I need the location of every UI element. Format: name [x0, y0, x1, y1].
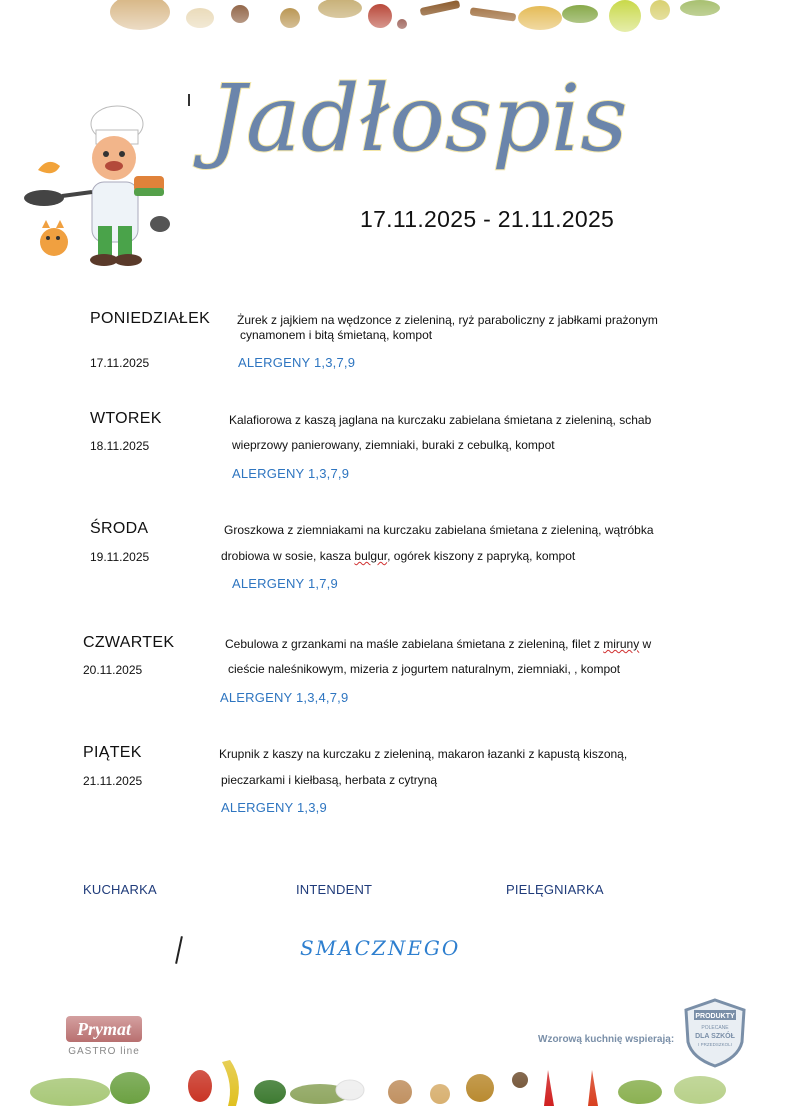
spellcheck-word: bulgur [354, 549, 388, 563]
allergens-friday: ALERGENY 1,3,9 [221, 800, 327, 815]
dish-line-thursday-1 [225, 632, 651, 657]
text-cursor-mark [188, 94, 190, 106]
allergens-tuesday: ALERGENY 1,3,7,9 [232, 466, 350, 481]
allergens-monday: ALERGENY 1,3,7,9 [238, 355, 356, 370]
closing-greeting: SMACZNEGO [300, 936, 461, 960]
date-range: 17.11.2025 - 21.11.2025 [360, 206, 615, 232]
dish-line-friday-1: Krupnik z kaszy na kurczaku z zieleniną, makaron łazanki z kapustą kiszoną, [219, 747, 628, 761]
svg-text:PRODUKTY: PRODUKTY [695, 1013, 735, 1020]
prymat-logo: Prymat [66, 1016, 142, 1042]
day-date-monday: 17.11.2025 [90, 356, 150, 370]
dish-line-friday-2: pieczarkami i kiełbasą, herbata z cytryną [221, 773, 438, 787]
prymat-logo-subtitle: GASTRO line [68, 1046, 140, 1057]
dish-text-segment: , ogórek kiszony z papryką, kompot [387, 549, 576, 563]
allergens-thursday: ALERGENY 1,3,4,7,9 [220, 690, 349, 705]
dish-line-wednesday-1: Groszkowa z ziemniakami na kurczaku zabielana śmietana z zieleniną, wątróbka [224, 523, 654, 537]
day-name-friday: PIĄTEK [83, 744, 142, 761]
day-date-tuesday: 18.11.2025 [90, 439, 150, 453]
svg-text:I PRZEDSZKOLI: I PRZEDSZKOLI [698, 1042, 732, 1047]
dish-line-monday-1: Żurek z jajkiem na wędzonce z zieleniną, ryż paraboliczny z jabłkami prażonym [237, 313, 658, 327]
day-date-friday: 21.11.2025 [83, 774, 143, 788]
day-date-thursday: 20.11.2025 [83, 663, 143, 677]
signature-nurse: PIELĘGNIARKA [506, 882, 604, 897]
dish-line-tuesday-2: wieprzowy panierowany, ziemniaki, buraki z cebulką, kompot [232, 438, 555, 452]
day-name-thursday: CZWARTEK [83, 634, 175, 651]
svg-text:Jadłospis: Jadłospis [209, 65, 628, 172]
signature-cook: KUCHARKA [83, 882, 157, 897]
dish-line-tuesday-1: Kalafiorowa z kaszą jaglana na kurczaku zabielana śmietana z zieleniną, schab [229, 413, 652, 427]
signature-steward: INTENDENT [296, 882, 373, 897]
supporters-label: Wzorową kuchnię wspierają: [538, 1034, 675, 1045]
dish-line-monday-2: cynamonem i bitą śmietaną, kompot [240, 328, 433, 342]
day-name-wednesday: ŚRODA [90, 520, 149, 537]
spellcheck-word: miruny [603, 637, 640, 651]
dish-text-segment: Cebulowa z grzankami na maśle zabielana śmietana z zieleniną, filet z [225, 637, 604, 651]
day-name-tuesday: WTOREK [90, 410, 162, 427]
recommended-products-badge [682, 998, 748, 1068]
pen-mark [175, 936, 183, 964]
svg-text:POLECANE: POLECANE [701, 1025, 729, 1031]
svg-text:DLA SZKÓŁ: DLA SZKÓŁ [695, 1033, 735, 1040]
dish-text-segment: w [639, 637, 652, 651]
chef-illustration [22, 96, 182, 276]
allergens-wednesday: ALERGENY 1,7,9 [232, 576, 338, 591]
day-date-wednesday: 19.11.2025 [90, 550, 150, 564]
dish-line-wednesday-2 [221, 544, 575, 569]
dish-text-segment: drobiowa w sosie, kasza [221, 549, 355, 563]
dish-line-thursday-2: cieście naleśnikowym, mizeria z jogurtem naturalnym, ziemniaki, , kompot [228, 662, 621, 676]
page-title [205, 40, 628, 210]
day-name-monday: PONIEDZIAŁEK [90, 310, 211, 327]
